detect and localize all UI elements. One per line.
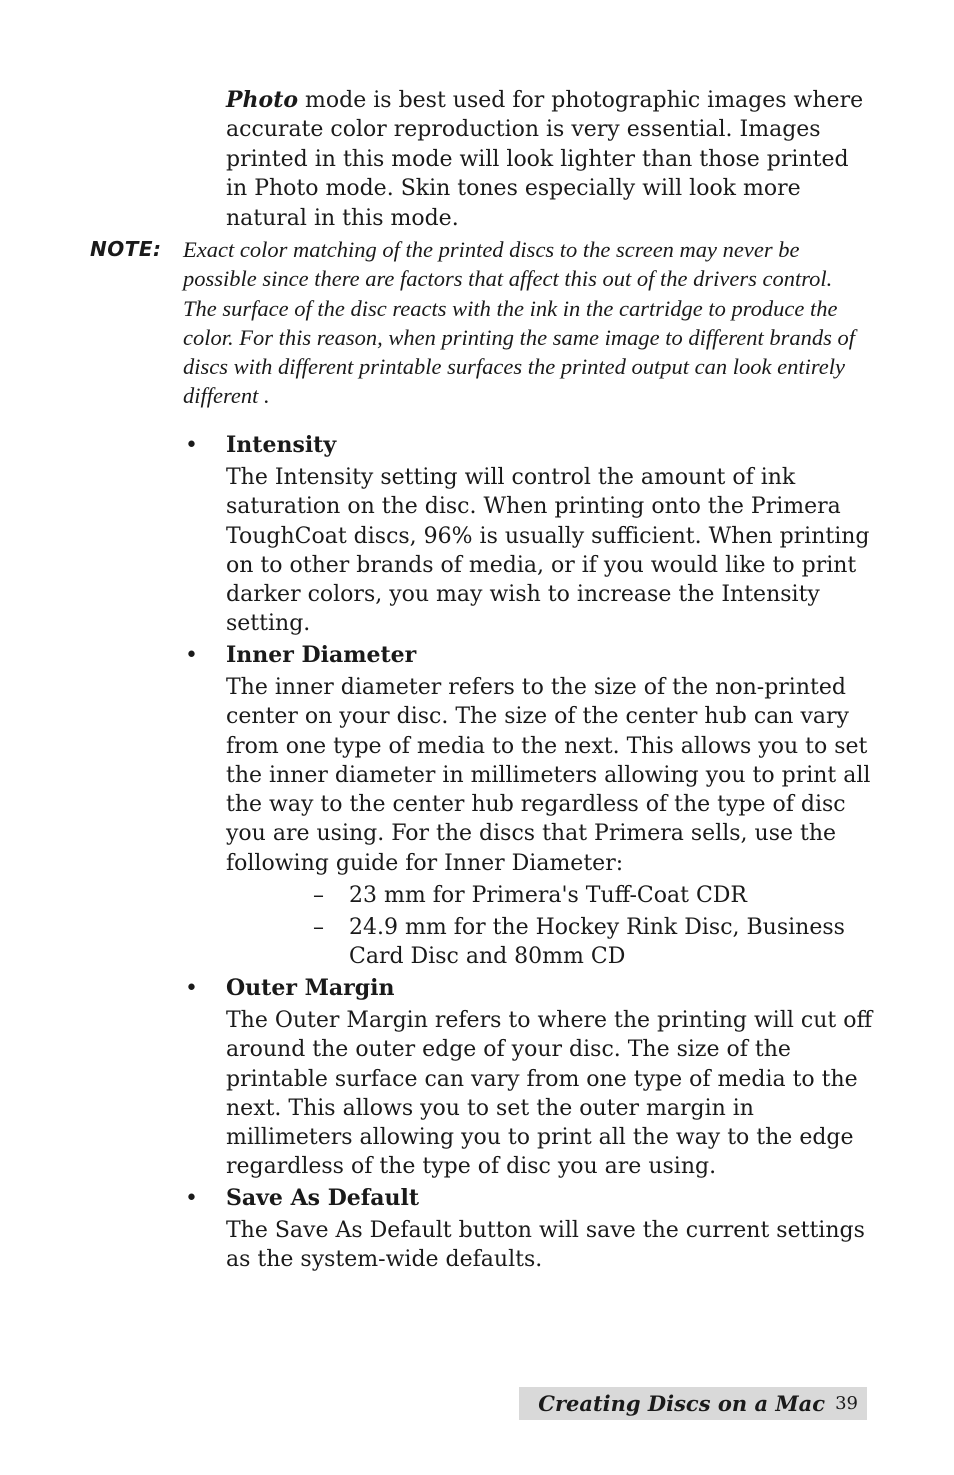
bullet-outer-margin: • — [185, 976, 198, 1001]
heading-outer-margin: Outer Margin — [226, 975, 395, 1001]
bullet-inner-diameter: • — [185, 643, 198, 668]
body-save-as-default: The Save As Default button will save the current settings as the system-wide defaults. — [226, 1218, 865, 1273]
heading-intensity: Intensity — [226, 432, 337, 458]
page-number: 39 — [835, 1393, 858, 1414]
intro-text: mode is best used for photographic images where accurate color reproduction is very essential. Images printed in this mode will look lighter than those printed in Photo mode. Skin tones especially will look more natural in this mode. — [226, 88, 864, 231]
inner-diameter-item-1: 23 mm for Primera's Tuff-Coat CDR — [349, 883, 747, 908]
dash-item-2: – — [313, 915, 324, 940]
bullet-save-as-default: • — [185, 1186, 198, 1211]
heading-inner-diameter: Inner Diameter — [226, 642, 417, 668]
note-text: Exact color matching of the printed discs to the screen may never be possible since there are factors that affect this out of the drivers control. The surface of the disc reacts with the ink in the cartridge to produce the color. For this reason, when printing the same image to different brands of discs with different printable surfaces the printed output can look entirely different . — [183, 237, 856, 409]
body-inner-diameter: The inner diameter refers to the size of the non-printed center on your disc. The size of the center hub can vary from one type of media to the next. This allows you to set the inner diameter in millimeters allowing you to print all the way to the center hub regardless of the type of disc you are using. For the discs that Primera sells, use the following guide for Inner Diameter: — [226, 675, 871, 876]
body-outer-margin: The Outer Margin refers to where the printing will cut off around the outer edge of your disc. The size of the printable surface can vary from one type of media to the next. This allows you to set the outer margin in millimeters allowing you to print all the way to the edge regardless of the type of disc you are using. — [226, 1008, 873, 1180]
inner-diameter-item-2: 24.9 mm for the Hockey Rink Disc, Business Card Disc and 80mm CD — [349, 915, 845, 969]
page-footer — [519, 1387, 867, 1420]
photo-mode-emphasis: Photo — [226, 87, 299, 113]
heading-save-as-default: Save As Default — [226, 1185, 420, 1211]
bullet-intensity: • — [185, 433, 198, 458]
body-intensity: The Intensity setting will control the amount of ink saturation on the disc. When printing onto the Primera ToughCoat discs, 96% is usually sufficient. When printing on to other brands of media, or if you would like to print darker colors, you may wish to increase the Intensity setting. — [226, 465, 870, 637]
note-label: NOTE: — [90, 237, 162, 261]
intro-paragraph — [226, 86, 876, 233]
dash-item-1: – — [313, 883, 324, 908]
footer-chapter-title: Creating Discs on a Mac — [538, 1391, 825, 1416]
